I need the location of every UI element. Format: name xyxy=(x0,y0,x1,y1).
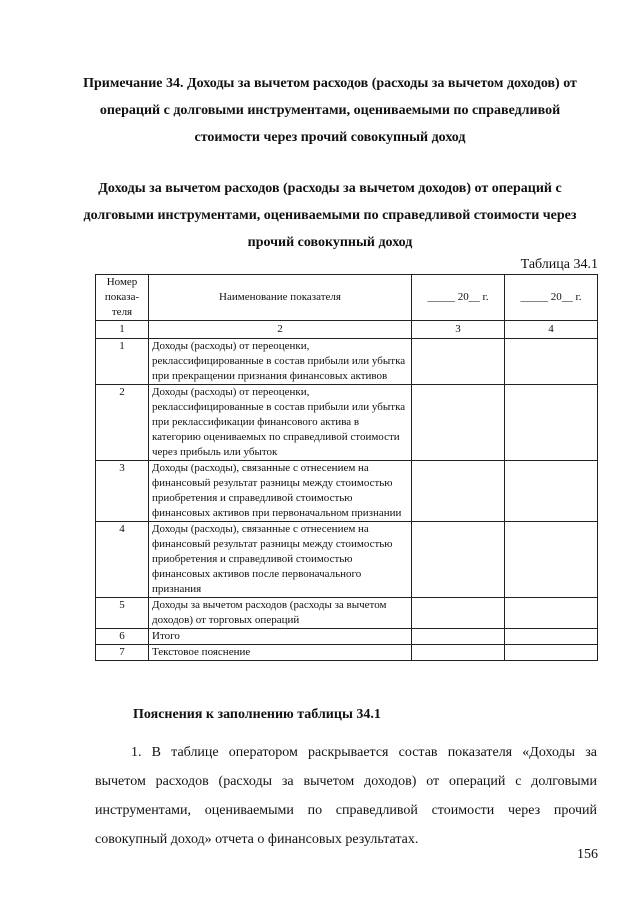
header-period-1: _____ 20__ г. xyxy=(412,275,505,321)
row-name: Итого xyxy=(149,629,412,645)
row-value-period-1 xyxy=(412,339,505,385)
row-value-period-1 xyxy=(412,629,505,645)
row-number: 5 xyxy=(96,598,149,629)
column-number-row xyxy=(96,321,598,339)
page-number: 156 xyxy=(577,847,598,862)
table-row xyxy=(96,598,598,629)
row-value-period-2 xyxy=(505,339,598,385)
row-value-period-1 xyxy=(412,598,505,629)
header-period-2: _____ 20__ г. xyxy=(505,275,598,321)
row-number: 6 xyxy=(96,629,149,645)
row-number: 1 xyxy=(96,339,149,385)
row-name: Доходы (расходы), связанные с отнесением на финансовый результат разницы между стоимостью приобретения и справедливой стоимостью финансовых активов при первоначальном признании xyxy=(149,461,412,522)
row-value-period-2 xyxy=(505,645,598,661)
row-value-period-2 xyxy=(505,629,598,645)
row-name: Доходы (расходы), связанные с отнесением на финансовый результат разницы между стоимостью приобретения и справедливой стоимостью финансовых активов после первоначального признания xyxy=(149,522,412,598)
row-name: Доходы (расходы) от переоценки, реклассифицированные в состав прибыли или убытка при реклассификации финансового актива в категорию оцениваемых по справедливой стоимости через прибыль или убыток xyxy=(149,385,412,461)
explanation-paragraph: 1. В таблице оператором раскрывается состав показателя «Доходы за вычетом расходов (расходы за вычетом доходов) от операций с долговыми инструментами, оцениваемыми по справедливой стоимости через прочий совокупный доход» отчета о финансовых результатах. xyxy=(95,745,597,847)
row-value-period-2 xyxy=(505,598,598,629)
row-value-period-1 xyxy=(412,645,505,661)
table-row xyxy=(96,645,598,661)
row-value-period-1 xyxy=(412,522,505,598)
row-value-period-2 xyxy=(505,385,598,461)
note-title: Примечание 34. Доходы за вычетом расходов (расходы за вычетом доходов) от операций с долговыми инструментами, оцениваемыми по справедливой стоимости через прочий совокупный доход xyxy=(83,76,577,145)
row-number: 4 xyxy=(96,522,149,598)
row-name: Текстовое пояснение xyxy=(149,645,412,661)
table-row xyxy=(96,629,598,645)
row-name: Доходы за вычетом расходов (расходы за вычетом доходов) от торговых операций xyxy=(149,598,412,629)
row-value-period-2 xyxy=(505,461,598,522)
column-number: 3 xyxy=(412,321,505,339)
column-number: 4 xyxy=(505,321,598,339)
row-number: 7 xyxy=(96,645,149,661)
row-value-period-2 xyxy=(505,522,598,598)
row-value-period-1 xyxy=(412,385,505,461)
row-number: 3 xyxy=(96,461,149,522)
row-number: 2 xyxy=(96,385,149,461)
table-heading: Доходы за вычетом расходов (расходы за вычетом доходов) от операций с долговыми инструментами, оцениваемыми по справедливой стоимости через прочий совокупный доход xyxy=(83,181,577,250)
table-row xyxy=(96,522,598,598)
table-row xyxy=(96,339,598,385)
explanations-title: Пояснения к заполнению таблицы 34.1 xyxy=(133,707,381,722)
column-number: 1 xyxy=(96,321,149,339)
row-value-period-1 xyxy=(412,461,505,522)
table-label: Таблица 34.1 xyxy=(520,257,598,272)
table-row xyxy=(96,461,598,522)
row-name: Доходы (расходы) от переоценки, реклассифицированные в состав прибыли или убытка при прекращении признания финансовых активов xyxy=(149,339,412,385)
header-number: Номер показа-теля xyxy=(96,275,149,321)
report-table xyxy=(95,274,598,661)
table-row xyxy=(96,385,598,461)
header-name: Наименование показателя xyxy=(149,275,412,321)
table-header-row xyxy=(96,275,598,321)
column-number: 2 xyxy=(149,321,412,339)
